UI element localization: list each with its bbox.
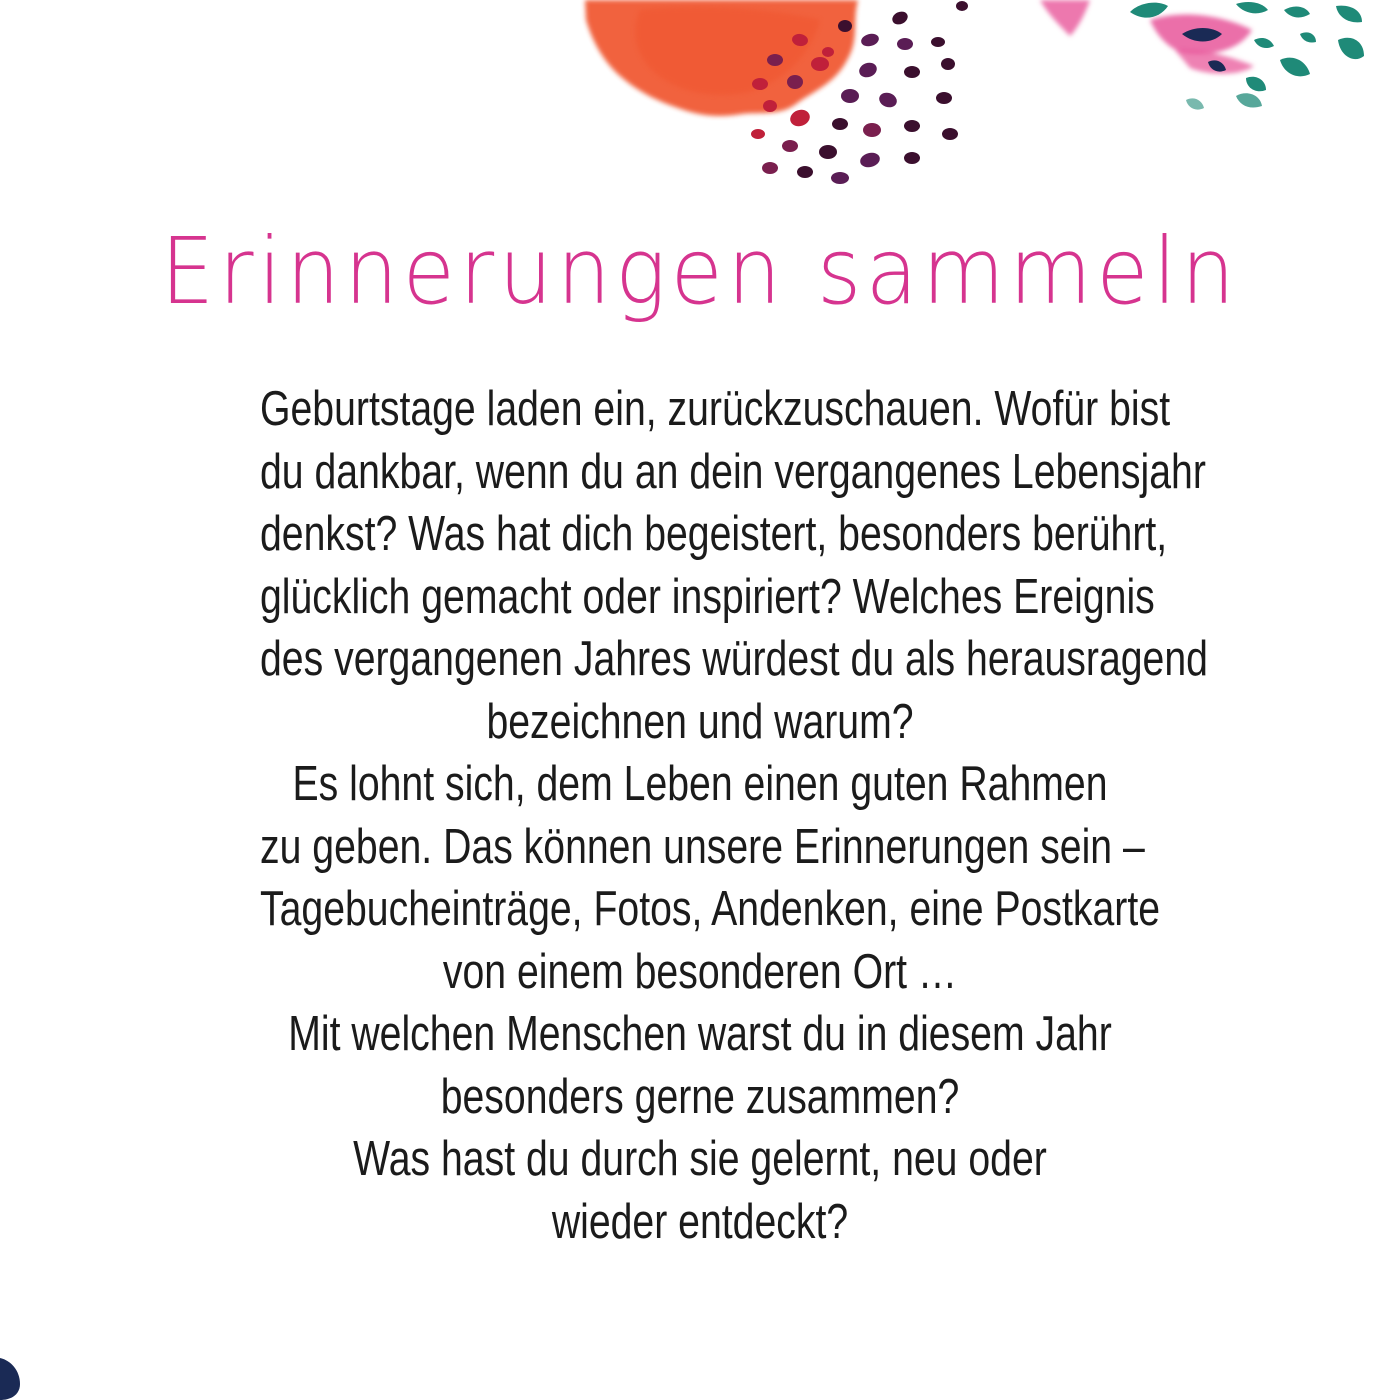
body-line: Tagebucheinträge, Fotos, Andenken, eine Postkarte (260, 882, 1161, 936)
pink-leaves (1040, 0, 1254, 74)
body-line: Es lohnt sich, dem Leben einen guten Rahmen (292, 757, 1108, 811)
body-line: von einem besonderen Ort … (442, 944, 958, 999)
body-line: bezeichnen und warum? (486, 694, 914, 749)
body-line: Was hast du durch sie gelernt, neu oder (353, 1132, 1047, 1186)
page-title: Erinnerungen sammeln (160, 218, 1240, 325)
body-line: denkst? Was hat dich begeistert, besonders berührt, (260, 507, 1168, 561)
body-line: zu geben. Das können unsere Erinnerungen sein – (260, 819, 1145, 874)
body-line: du dankbar, wenn du an dein vergangenes Lebensjahr (260, 444, 1206, 499)
body-line: besonders gerne zusammen? (440, 1069, 960, 1124)
body-line: Geburtstage laden ein, zurückzuschauen. Wofür bist (260, 382, 1171, 436)
body-line: wieder entdeckt? (551, 1194, 849, 1249)
body-paragraph (150, 378, 1250, 1253)
teal-leaves (1130, 2, 1364, 110)
body-line: Mit welchen Menschen warst du in diesem Jahr (288, 1007, 1112, 1061)
navy-edge-blob (0, 1358, 20, 1400)
body-line: des vergangenen Jahres würdest du als herausragend (260, 632, 1208, 686)
dot-cluster (751, 1, 968, 184)
body-line: glücklich gemacht oder inspiriert? Welches Ereignis (260, 569, 1155, 624)
orange-watercolor-blob (585, 0, 858, 116)
